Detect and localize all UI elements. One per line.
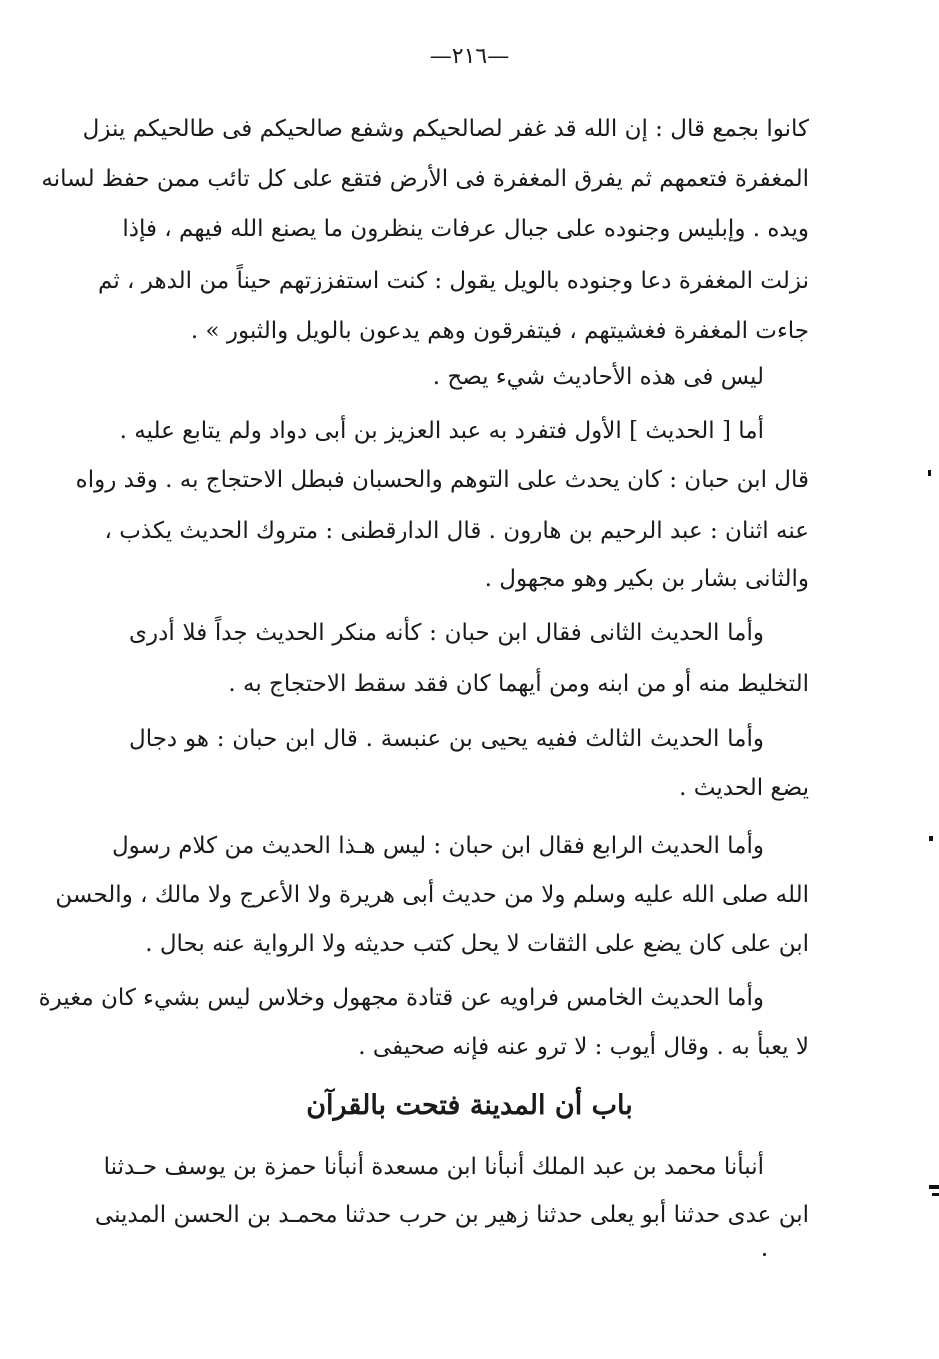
text-line: نزلت المغفرة دعا وجنوده بالويل يقول : كنت استفززتهم حيناً من الدهر ، ثم (98, 268, 809, 294)
scan-mark (929, 836, 933, 841)
text-line: قال ابن حبان : كان يحدث على التوهم والحسبان فبطل الاحتجاج به . وقد رواه (75, 467, 809, 493)
text-line: وأما الحديث الرابع فقال ابن حبان : ليس هـذا الحديث من كلام رسول (111, 833, 764, 859)
chapter-heading: باب أن المدينة فتحت بالقرآن (306, 1090, 633, 1121)
text-line: أنبأنا محمد بن عبد الملك أنبأنا ابن مسعدة أنبأنا حمزة بن يوسف حـدثنا (103, 1154, 764, 1180)
scan-mark (929, 1185, 939, 1189)
text-line: والثانى بشار بن بكير وهو مجهول . (484, 566, 809, 592)
text-line: وأما الحديث الثالث ففيه يحيى بن عنبسة . قال ابن حبان : هو دجال (129, 726, 764, 752)
scan-mark (928, 470, 931, 476)
text-line: يضع الحديث . (679, 775, 809, 801)
scan-mark (932, 1193, 939, 1196)
text-line: عنه اثنان : عبد الرحيم بن هارون . قال الدارقطنى : متروك الحديث يكذب ، (104, 518, 809, 544)
page-number: —٢١٦— (429, 44, 510, 69)
text-line: الله صلى الله عليه وسلم ولا من حديث أبى هريرة ولا الأعرج ولا مالك ، والحسن (55, 882, 809, 908)
text-line: ويده . وإبليس وجنوده على جبال عرفات ينظرون ما يصنع الله فيهم ، فإذا (122, 216, 809, 242)
scan-mark (763, 1253, 766, 1256)
text-line: أما [ الحديث ] الأول فتفرد به عبد العزيز بن أبى دواد ولم يتابع عليه . (119, 418, 764, 444)
text-line: ابن على كان يضع على الثقات لا يحل كتب حديثه ولا الرواية عنه بحال . (145, 931, 809, 957)
text-line: لا يعبأ به . وقال أيوب : لا ترو عنه فإنه صحيفى . (358, 1034, 809, 1060)
text-line: كانوا بجمع قال : إن الله قد غفر لصالحيكم وشفع صالحيكم فى طالحيكم ينزل (82, 116, 809, 142)
text-line: ليس فى هذه الأحاديث شيء يصح . (432, 364, 764, 390)
text-line: التخليط منه أو من ابنه ومن أيهما كان فقد سقط الاحتجاج به . (228, 671, 809, 697)
text-line: ابن عدى حدثنا أبو يعلى حدثنا زهير بن حرب حدثنا محمـد بن الحسن المدينى (94, 1202, 809, 1228)
text-line: وأما الحديث الثانى فقال ابن حبان : كأنه منكر الحديث جداً فلا أدرى (129, 620, 764, 646)
text-line: وأما الحديث الخامس فراويه عن قتادة مجهول وخلاس ليس بشيء كان مغيرة (38, 985, 764, 1011)
text-line: المغفرة فتعمهم ثم يفرق المغفرة فى الأرض فتقع على كل تائب ممن حفظ لسانه (41, 166, 809, 192)
text-line: جاءت المغفرة فغشيتهم ، فيتفرقون وهم يدعون بالويل والثبور » . (190, 318, 809, 344)
